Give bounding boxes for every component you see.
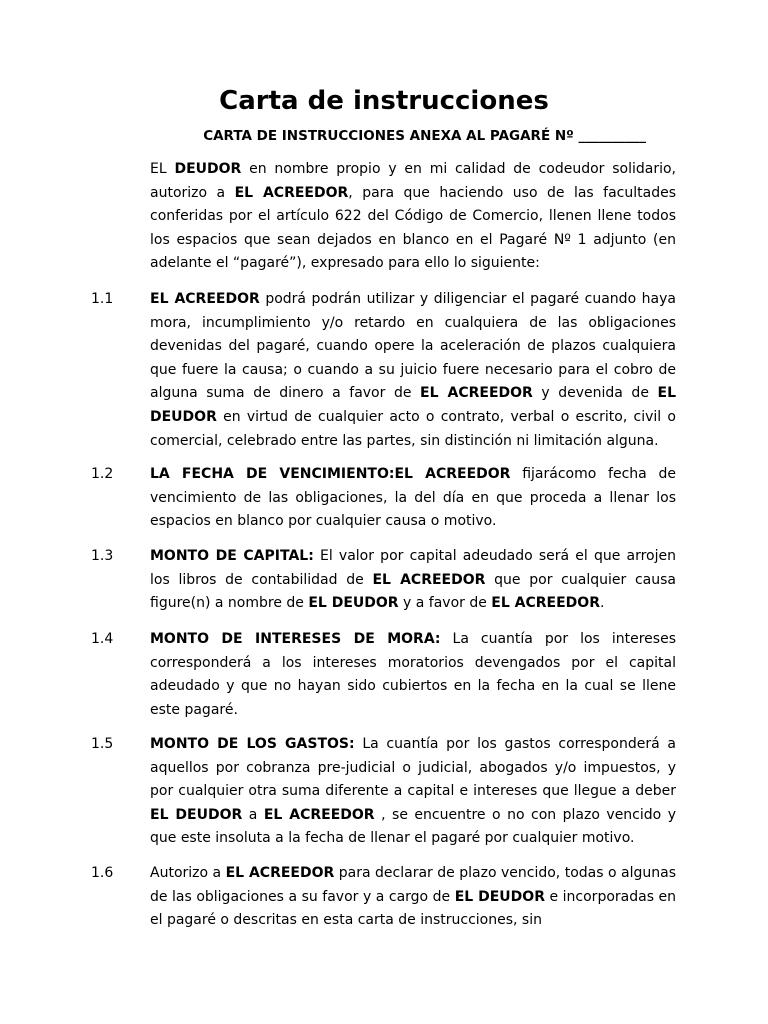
clause-text: y devenida de <box>532 385 658 402</box>
clause-body <box>150 545 676 616</box>
clause-body <box>150 288 676 453</box>
document-subtitle: CARTA DE INSTRUCCIONES ANEXA AL PAGARÉ Nº __________ <box>203 128 646 144</box>
clause-text: para declarar de plazo vencido, todas o algunas de las obligaciones a su favor y a cargo de <box>150 865 676 905</box>
clause-text-bold: EL ACREEDOR <box>420 385 533 402</box>
clause-text-bold: MONTO DE INTERESES DE MORA: <box>150 631 441 647</box>
page-title: Carta de instrucciones <box>219 86 549 116</box>
clause-number: 1.3 <box>91 548 114 564</box>
intro-paragraph <box>150 158 676 276</box>
intro-text-bold: EL ACREEDOR <box>234 184 349 201</box>
clause-text-bold: MONTO DE CAPITAL: <box>150 548 314 564</box>
intro-text: , para que haciendo uso de las facultades conferidas por el artículo 622 del Código de Comercio, llenen llene todos los espacios que sean dejados en blanco en el Pagaré Nº 1 adjunto (en adelante el “pagaré”), expresado para ello lo siguiente: <box>150 184 677 272</box>
clause-text-bold: EL DEUDOR <box>454 888 545 905</box>
clause-text: e incorporadas en el pagaré o descritas en esta carta de instrucciones, sin <box>150 888 677 929</box>
clause-text: a <box>242 806 264 823</box>
clause-text: , se encuentre o no con plazo vencido y que este insoluta a la fecha de llenar el pagaré por cualquier motivo. <box>150 806 676 847</box>
clause-text: . <box>599 595 605 612</box>
clause-number: 1.5 <box>91 736 114 752</box>
clause-text-bold: EL ACREEDOR <box>225 865 335 881</box>
clause-text-bold: EL ACREEDOR <box>491 595 600 612</box>
clause-text: en virtud de cualquier acto o contrato, verbal o escrito, civil o comercial, celebrado entre las partes, sin distinción ni limitación alguna. <box>150 408 676 449</box>
clause-number: 1.1 <box>91 291 114 307</box>
clause-text-bold: EL DEUDOR <box>150 385 676 425</box>
clause-body <box>150 628 676 722</box>
intro-text-bold: DEUDOR <box>174 161 242 177</box>
clause-text: El valor por capital adeudado será el que arrojen los libros de contabilidad de <box>150 548 676 588</box>
clause-text: La cuantía por los intereses corresponderá a los intereses moratorios devengados por el capital adeudado y que no hayan sido cubiertos en la fecha en la cual se llene este pagaré. <box>150 631 676 718</box>
clause-text-bold: EL ACREEDOR <box>394 466 511 482</box>
clause-text-bold: MONTO DE LOS GASTOS: <box>150 736 355 752</box>
clause-number: 1.6 <box>91 865 114 881</box>
intro-text: EL <box>150 161 175 177</box>
clause-number: 1.2 <box>91 466 114 482</box>
clause-body <box>150 862 676 933</box>
clause-text-bold: LA FECHA DE VENCIMIENTO: <box>150 466 395 482</box>
clause-text: fijarácomo fecha de vencimiento de las obligaciones, la del día en que proceda a llenar los espacios en blanco por cualquier causa o motivo. <box>150 466 676 530</box>
clause-text: y a favor de <box>398 595 492 612</box>
clause-body <box>150 463 676 534</box>
clause-text-bold: EL ACREEDOR <box>263 806 375 823</box>
clause-text: La cuantía por los gastos corresponderá a aquellos por cobranza pre-judicial o judicial, abogados y/o impuestos, y por cualquier otra suma diferente a capital e intereses que llegue a deber <box>150 736 676 800</box>
clause-number: 1.4 <box>91 631 114 647</box>
clause-text-bold: EL DEUDOR <box>308 595 399 612</box>
clause-text: podrá podrán utilizar y diligenciar el pagaré cuando haya mora, incumplimiento y/o retardo en cualquiera de las obligaciones devenidas del pagaré, cuando opere la aceleración de plazos cualquiera que fuere la causa; o cuando a su juicio fuere necesario para el cobro de alguna suma de dinero a favor de <box>150 291 676 402</box>
clause-text-bold: EL ACREEDOR <box>372 571 486 588</box>
clause-body <box>150 733 676 851</box>
clause-text: que por cualquier causa figure(n) a nombre de <box>150 571 676 612</box>
clause-text: Autorizo a <box>150 865 226 881</box>
clause-text-bold: EL DEUDOR <box>150 806 243 823</box>
clause-text-bold: EL ACREEDOR <box>150 291 260 307</box>
intro-text: en nombre propio y en mi calidad de codeudor solidario, autorizo a <box>150 161 676 201</box>
